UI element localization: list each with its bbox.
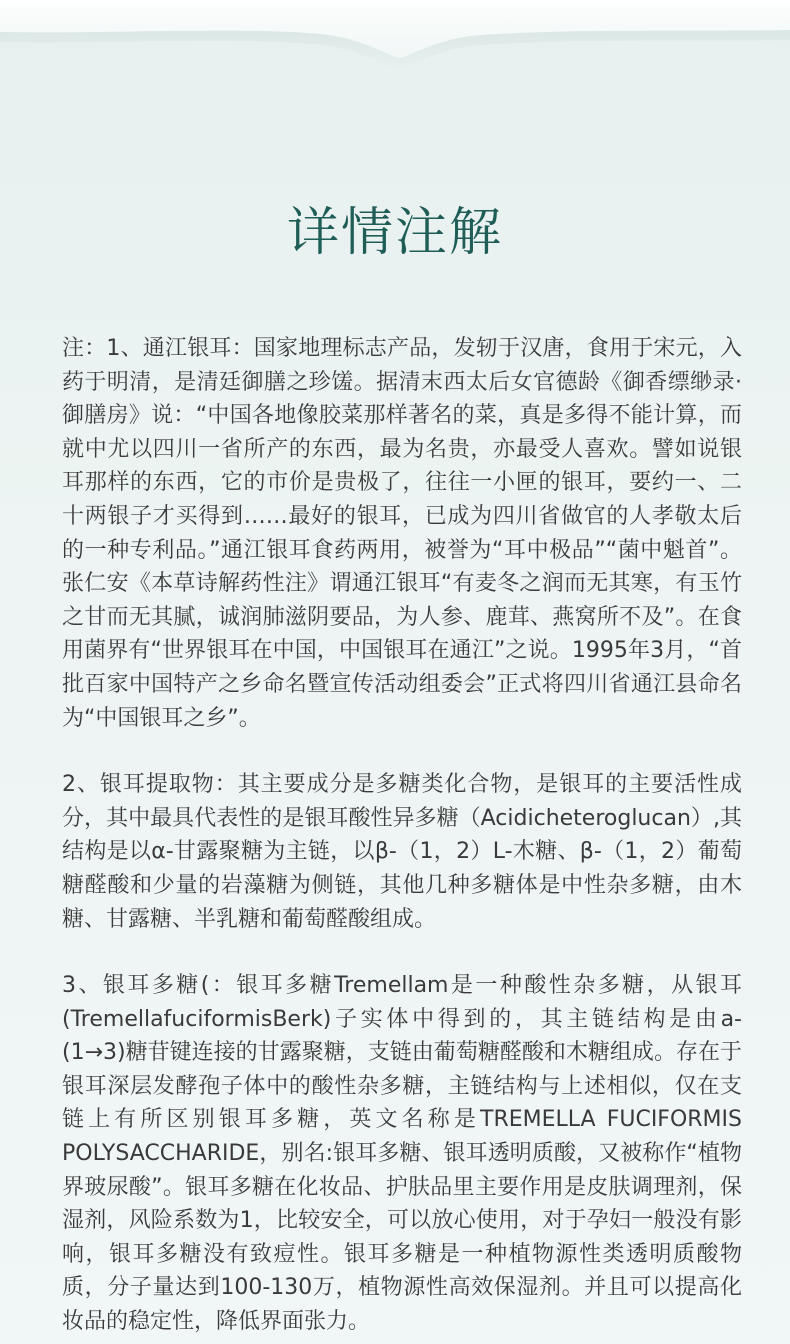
note-paragraph-3: 3、银耳多糖(：银耳多糖Tremellam是一种酸性杂多糖，从银耳(TremellafuciformisBerk)子实体中得到的，其主链结构是由a-(1→3)糖苷键连接的甘露聚糖，支链由葡萄糖醛酸和木糖组成。存在于银耳深层发酵孢子体中的酸性杂多糖，主链结构与上述相似，仅在支链上有所区别银耳多糖，英文名称是TREMELLA FUCIFORMIS POLYSACCHARIDE，别名:银耳多糖、银耳透明质酸，又被称作“植物界玻尿酸”。银耳多糖在化妆品、护肤品里主要作用是皮肤调理剂，保湿剂，风险系数为1，比较安全，可以放心使用，对于孕妇一般没有影响，银耳多糖没有致痘性。银耳多糖是一种植物源性类透明质酸物质，分子量达到100-130万，植物源性高效保湿剂。并且可以提高化妆品的稳定性，降低界面张力。 [62,973,742,1335]
page-title: 详情注解 [286,203,503,263]
top-wave-decoration [0,0,790,90]
notes-content [62,332,742,1339]
note-paragraph-1: 注：1、通江银耳：国家地理标志产品，发轫于汉唐，食用于宋元，入药于明清，是清廷御膳之珍馐。据清末西太后女官德龄《御香缥缈录·御膳房》说：“中国各地像胶菜那样著名的菜，真是多得不能计算，而就中尤以四川一省所产的东西，最为名贵，亦最受人喜欢。譬如说银耳那样的东西，它的市价是贵极了，往往一小匣的银耳，要约一、二十两银子才买得到……最好的银耳，已成为四川省做官的人孝敬太后的一种专利品。”通江银耳食药两用，被誉为“耳中极品”“菌中魁首”。张仁安《本草诗解药性注》谓通江银耳“有麦冬之润而无其寒，有玉竹之甘而无其腻，诚润肺滋阴要品，为人参、鹿茸、燕窝所不及”。在食用菌界有“世界银耳在中国，中国银耳在通江”之说。1995年3月，“首批百家中国特产之乡命名暨宣传活动组委会”正式将四川省通江县命名为“中国银耳之乡”。 [62,336,742,731]
note-paragraph-2: 2、银耳提取物：其主要成分是多糖类化合物，是银耳的主要活性成分，其中最具代表性的是银耳酸性异多糖（Acidicheteroglucan）,其结构是以α-甘露聚糖为主链，以β-（1，2）L-木糖、β-（1，2）葡萄糖醛酸和少量的岩藻糖为侧链，其他几种多糖体是中性杂多糖，由木糖、甘露糖、半乳糖和葡萄醛酸组成。 [62,772,742,932]
